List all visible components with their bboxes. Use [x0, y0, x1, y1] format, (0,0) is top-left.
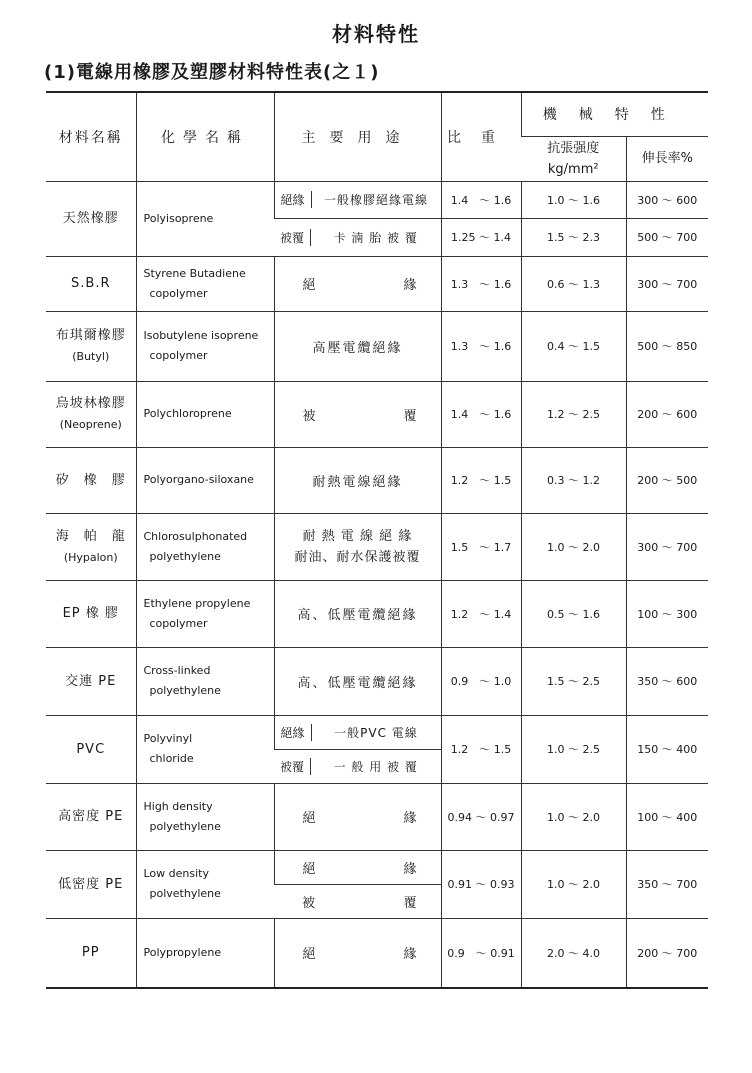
- specific-gravity: 0.9 ～ 1.0: [441, 647, 521, 715]
- chemical-name-line1: Ethylene propylene: [143, 596, 251, 610]
- tensile-strength: 2.0 ～ 4.0: [521, 918, 626, 988]
- material-name-zh: 烏坡林橡膠: [55, 396, 126, 411]
- use-char-start: 被: [302, 408, 316, 424]
- chemical-name: [136, 181, 274, 256]
- material-name: [46, 918, 136, 988]
- use-cell: [274, 219, 441, 257]
- use-char-end: 覆: [403, 408, 417, 424]
- elongation: 200 ～ 500: [626, 447, 708, 513]
- use-cell: [274, 749, 441, 783]
- use-spread: [275, 405, 441, 424]
- elongation: 350 ～ 600: [626, 647, 708, 715]
- tensile-strength: 1.0 ～ 2.0: [521, 850, 626, 918]
- table-row: [46, 647, 708, 715]
- use-tag: 絕緣: [275, 191, 312, 208]
- chemical-name-line1: High density: [143, 799, 213, 813]
- tensile-strength: 1.2 ～ 2.5: [521, 381, 626, 447]
- tensile-strength: 1.0 ～ 1.6: [521, 181, 626, 219]
- chemical-name-line1: Cross-linked: [143, 664, 211, 677]
- material-name-zh: EP 橡 膠: [62, 606, 119, 621]
- chemical-name: [136, 513, 274, 580]
- material-name-zh: PP: [81, 945, 100, 961]
- chemical-name-line2: polyethylene: [149, 684, 221, 697]
- material-name-en: (Hypalon): [63, 550, 118, 564]
- material-name-zh: 高密度 PE: [58, 809, 124, 824]
- use-cell: [274, 918, 441, 988]
- material-name-zh: 矽 橡 膠: [55, 472, 126, 488]
- material-name: [46, 311, 136, 381]
- chemical-name: [136, 381, 274, 447]
- header-main-use: 主要用途: [274, 92, 441, 181]
- use-cell: 耐熱電線絕緣: [274, 447, 441, 513]
- use-spread: [275, 858, 441, 877]
- specific-gravity: 1.3 ～ 1.6: [441, 311, 521, 381]
- tensile-strength: 0.4 ～ 1.5: [521, 311, 626, 381]
- header-specific-gravity: 比重: [441, 92, 521, 181]
- elongation: 150 ～ 400: [626, 715, 708, 783]
- material-name-zh: S.B.R: [71, 276, 111, 291]
- material-name-zh: 海 帕 龍: [55, 528, 126, 544]
- material-name-en: (Neoprene): [59, 418, 122, 431]
- chemical-name-line2: chloride: [149, 752, 194, 765]
- use-cell: 高、低壓電纜絕緣: [274, 580, 441, 647]
- chemical-name: [136, 715, 274, 783]
- chemical-name-line2: polyethylene: [149, 819, 221, 833]
- chemical-name: [136, 850, 274, 918]
- chemical-name: [136, 447, 274, 513]
- elongation: 300 ～ 700: [626, 513, 708, 580]
- elongation: 100 ～ 400: [626, 783, 708, 850]
- table-row: [46, 256, 708, 311]
- tensile-strength: 1.0 ～ 2.0: [521, 783, 626, 850]
- table-row: [46, 513, 708, 580]
- use-char-start: 絕: [302, 861, 316, 877]
- chemical-name-line2: copolymer: [149, 286, 208, 300]
- tensile-strength: 0.3 ～ 1.2: [521, 447, 626, 513]
- material-name: [46, 580, 136, 647]
- chemical-name-line1: Polychloroprene: [143, 407, 232, 420]
- chemical-name-line2: copolymer: [149, 349, 208, 362]
- elongation: 100 ～ 300: [626, 580, 708, 647]
- material-name-zh: 天然橡膠: [62, 211, 119, 226]
- use-cell: 高、低壓電纜絕緣: [274, 647, 441, 715]
- tensile-strength: 1.0 ～ 2.0: [521, 513, 626, 580]
- use-text: 卡 湳 胎 被 覆: [333, 230, 418, 245]
- tensile-label: 抗張强度: [547, 140, 600, 156]
- elongation: 350 ～ 700: [626, 850, 708, 918]
- chemical-name-line1: Styrene Butadiene: [143, 266, 246, 280]
- material-name: [46, 181, 136, 256]
- use-line2: 耐油、耐水保護被覆: [294, 549, 421, 565]
- use-text: 一般橡膠絕緣電線: [323, 193, 428, 208]
- chemical-name-line1: Polypropylene: [143, 945, 222, 959]
- table-title: (1)電線用橡膠及塑膠材料特性表(之１): [44, 62, 380, 83]
- specific-gravity: 0.94 ～ 0.97: [441, 783, 521, 850]
- material-name-zh: 交連 PE: [65, 673, 117, 689]
- table-row: [46, 715, 708, 749]
- use-cell: [274, 884, 441, 918]
- header-tensile-strength: [521, 136, 626, 181]
- table-row: [46, 447, 708, 513]
- chemical-name-line2: polyethylene: [149, 549, 221, 563]
- use-cell: [274, 256, 441, 311]
- use-char-end: 覆: [403, 895, 417, 911]
- use-tag: 被覆: [274, 229, 311, 246]
- chemical-name-line1: Polyvinyl: [143, 732, 193, 745]
- tensile-unit: kg/mm²: [547, 161, 599, 177]
- specific-gravity: 1.2 ～ 1.4: [441, 580, 521, 647]
- chemical-name: [136, 647, 274, 715]
- material-name-en: (Butyl): [72, 350, 110, 363]
- tensile-strength: 0.5 ～ 1.6: [521, 580, 626, 647]
- use-spread: [275, 943, 441, 962]
- use-cell: [274, 783, 441, 850]
- table-row: [46, 783, 708, 850]
- header-mechanical-properties: 機械特性: [521, 92, 708, 136]
- specific-gravity: 0.91 ～ 0.93: [441, 850, 521, 918]
- elongation: 200 ～ 600: [626, 381, 708, 447]
- page-title: 材料特性: [332, 22, 420, 46]
- chemical-name: [136, 918, 274, 988]
- use-char-end: 緣: [403, 861, 417, 877]
- tensile-strength: 1.0 ～ 2.5: [521, 715, 626, 783]
- use-text: 一 般 用 被 覆: [333, 759, 418, 774]
- elongation: 300 ～ 600: [626, 181, 708, 219]
- use-char-start: 絕: [302, 278, 316, 293]
- use-cell: 高壓電纜絕緣: [274, 311, 441, 381]
- use-char-end: 緣: [403, 811, 417, 826]
- specific-gravity: 1.5 ～ 1.7: [441, 513, 521, 580]
- specific-gravity: 0.9 ～ 0.91: [441, 918, 521, 988]
- use-spread: [275, 807, 441, 826]
- material-name: [46, 381, 136, 447]
- material-name: [46, 447, 136, 513]
- chemical-name: [136, 783, 274, 850]
- chemical-name: [136, 311, 274, 381]
- table-row: [46, 918, 708, 988]
- use-cell: [274, 513, 441, 580]
- specific-gravity: 1.25 ～ 1.4: [441, 219, 521, 257]
- chemical-name-line1: Isobutylene isoprene: [143, 329, 259, 342]
- material-name: [46, 783, 136, 850]
- specific-gravity: 1.3 ～ 1.6: [441, 256, 521, 311]
- chemical-name-line2: polvethylene: [149, 887, 221, 900]
- material-name: [46, 850, 136, 918]
- header-elongation: 伸長率%: [626, 136, 708, 181]
- use-char-end: 緣: [403, 947, 417, 963]
- use-line1: 耐 熱 電 線 絕 緣: [302, 528, 413, 544]
- chemical-name-line1: Polyorgano-siloxane: [143, 473, 254, 486]
- material-properties-table: [46, 91, 708, 989]
- tensile-strength: 1.5 ～ 2.5: [521, 647, 626, 715]
- use-char-start: 被: [302, 895, 316, 911]
- chemical-name: [136, 580, 274, 647]
- chemical-name-line1: Chlorosulphonated: [143, 529, 248, 543]
- use-tag: 被覆: [274, 758, 311, 775]
- specific-gravity: 1.4 ～ 1.6: [441, 381, 521, 447]
- elongation: 500 ～ 850: [626, 311, 708, 381]
- use-spread: [275, 274, 441, 293]
- use-spread: [274, 892, 441, 911]
- material-name-zh: 布琪爾橡膠: [55, 328, 126, 343]
- chemical-name-line1: Polyisoprene: [143, 211, 214, 225]
- use-cell: [274, 715, 441, 749]
- header-chemical-name: 化學名稱: [136, 92, 274, 181]
- tensile-strength: 1.5 ～ 2.3: [521, 219, 626, 257]
- material-name: [46, 715, 136, 783]
- tensile-strength: 0.6 ～ 1.3: [521, 256, 626, 311]
- use-cell: [274, 381, 441, 447]
- use-char-start: 絕: [302, 811, 316, 826]
- table-row: [46, 381, 708, 447]
- elongation: 500 ～ 700: [626, 219, 708, 257]
- chemical-name-line1: Low density: [143, 867, 209, 880]
- specific-gravity: 1.2 ～ 1.5: [441, 715, 521, 783]
- material-name-zh: 低密度 PE: [58, 876, 124, 892]
- chemical-name-line2: copolymer: [149, 616, 208, 630]
- material-name: [46, 513, 136, 580]
- use-cell: [274, 850, 441, 884]
- use-tag: 絕緣: [275, 724, 312, 741]
- table-row: [46, 181, 708, 219]
- material-name: [46, 256, 136, 311]
- specific-gravity: 1.4 ～ 1.6: [441, 181, 521, 219]
- specific-gravity: 1.2 ～ 1.5: [441, 447, 521, 513]
- elongation: 200 ～ 700: [626, 918, 708, 988]
- use-char-start: 絕: [302, 947, 316, 963]
- table-row: [46, 311, 708, 381]
- header-material-name: 材料名稱: [46, 92, 136, 181]
- material-name-zh: PVC: [76, 741, 106, 757]
- chemical-name: [136, 256, 274, 311]
- table-row: [46, 580, 708, 647]
- material-name: [46, 647, 136, 715]
- table-row: [46, 850, 708, 884]
- elongation: 300 ～ 700: [626, 256, 708, 311]
- use-cell: [274, 181, 441, 219]
- use-char-end: 緣: [403, 278, 417, 293]
- use-text: 一般PVC 電線: [334, 725, 418, 740]
